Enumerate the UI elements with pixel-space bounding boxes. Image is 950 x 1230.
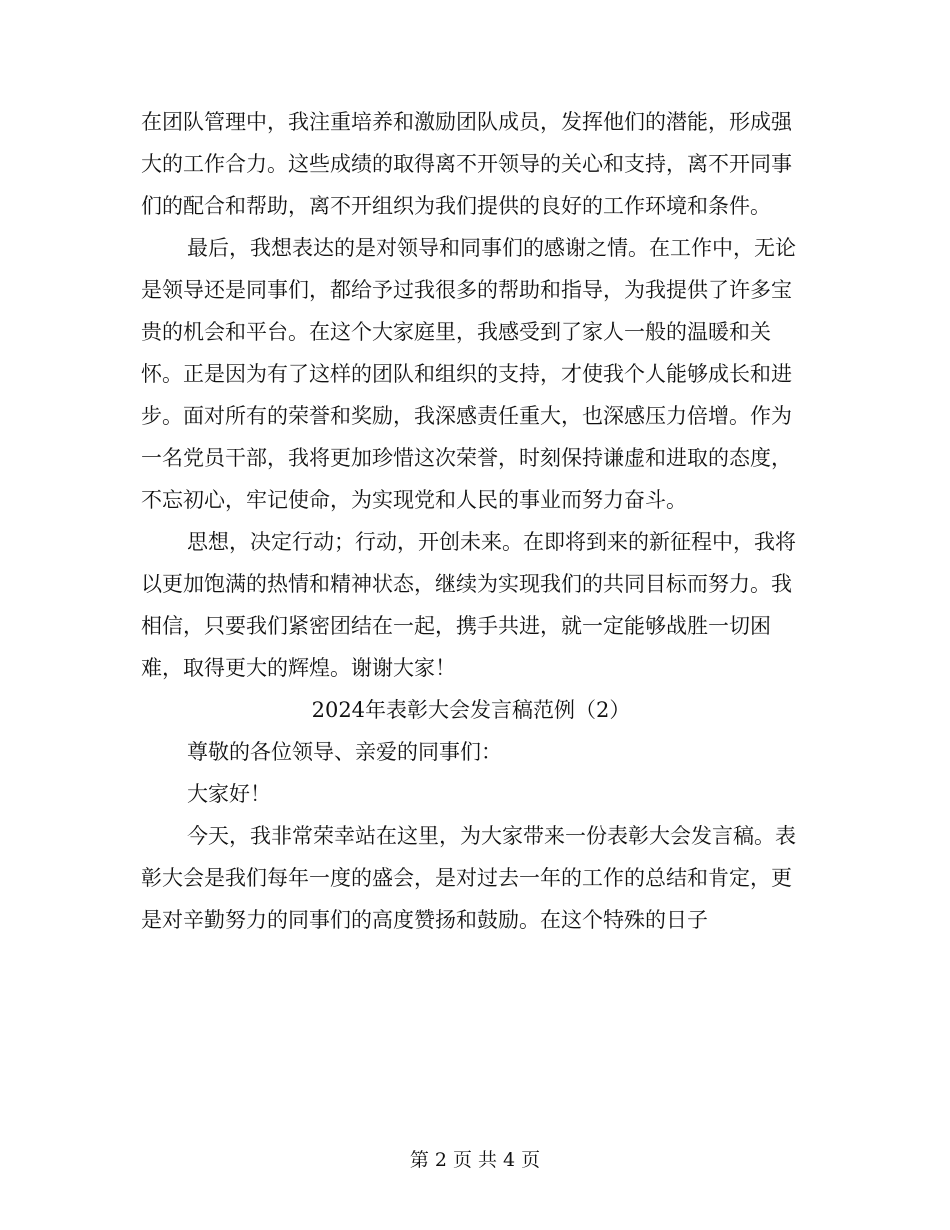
paragraph: 在团队管理中，我注重培养和激励团队成员，发挥他们的潜能，形成强大的工作合力。这些成绩的取得离不开领导的关心和支持，离不开同事们的配合和帮助，离不开组织为我们提供的良好的工作环境和条件。 [141, 110, 792, 218]
document-body [141, 101, 801, 941]
greeting: 大家好！ [187, 782, 271, 806]
page-footer: 第 2 页 共 4 页 [409, 1149, 541, 1171]
salutation: 尊敬的各位领导、亲爱的同事们： [187, 740, 502, 764]
paragraph: 最后，我想表达的是对领导和同事们的感谢之情。在工作中，无论是领导还是同事们，都给予过我很多的帮助和指导，为我提供了许多宝贵的机会和平台。在这个大家庭里，我感受到了家人一般的温暖和关怀。正是因为有了这样的团队和组织的支持，才使我个人能够成长和进步。面对所有的荣誉和奖励，我深感责任重大，也深感压力倍增。作为一名党员干部，我将更加珍惜这次荣誉，时刻保持谦虚和进取的态度，不忘初心，牢记使命，为实现党和人民的事业而努力奋斗。 [141, 236, 796, 512]
section-title: 2024年表彰大会发言稿范例（2） [311, 698, 631, 722]
paragraph: 今天，我非常荣幸站在这里，为大家带来一份表彰大会发言稿。表彰大会是我们每年一度的盛会，是对过去一年的工作的总结和肯定，更是对辛勤努力的同事们的高度赞扬和鼓励。在这个特殊的日子 [141, 824, 796, 932]
paragraph: 思想，决定行动；行动，开创未来。在即将到来的新征程中，我将以更加饱满的热情和精神状态，继续为实现我们的共同目标而努力。我相信，只要我们紧密团结在一起，携手共进，就一定能够战胜一切困难，取得更大的辉煌。谢谢大家！ [141, 530, 796, 680]
